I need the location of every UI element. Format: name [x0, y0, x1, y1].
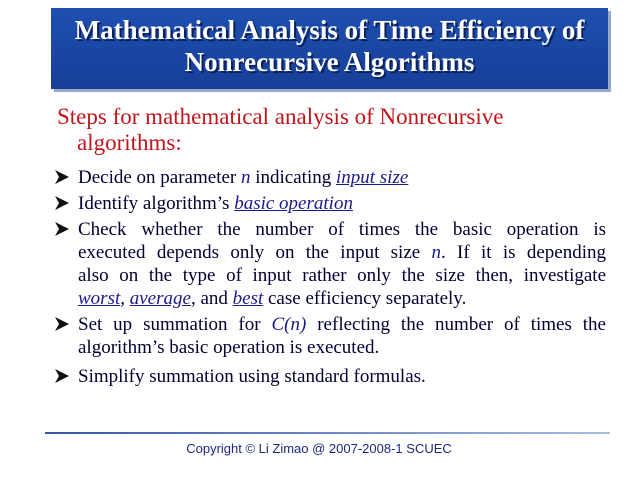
- item-line: [78, 313, 606, 336]
- arrow-bullet-icon: [54, 316, 70, 332]
- item-text: indicating: [250, 167, 336, 188]
- list-item: [54, 313, 606, 359]
- arrow-bullet-icon: [54, 195, 70, 211]
- basic-operation-link[interactable]: basic operation: [234, 193, 353, 214]
- item-text: . If it is depending: [441, 242, 607, 263]
- item-text: Set up summation for: [78, 314, 272, 335]
- item-line: [78, 287, 606, 310]
- item-text: , and: [190, 288, 233, 309]
- item-text: reflecting the number of times the: [306, 314, 606, 335]
- item-text: executed depends only on the input size: [78, 242, 432, 263]
- slide-title: [51, 14, 608, 78]
- item-variable: C(n): [271, 314, 307, 335]
- steps-list: [54, 166, 606, 391]
- worst-link[interactable]: worst: [78, 288, 121, 309]
- item-text: case efficiency separately.: [263, 288, 467, 309]
- footer-divider: [45, 432, 610, 434]
- footer-copyright: Copyright © Li Zimao @ 2007-2008-1 SCUEC: [186, 441, 452, 456]
- title-line-1: Mathematical Analysis of Time Efficiency of: [74, 15, 585, 45]
- arrow-bullet-icon: [54, 368, 70, 384]
- arrow-bullet-icon: [54, 221, 70, 237]
- intro-line-1: Steps for mathematical analysis of Nonrecursive: [57, 104, 504, 129]
- item-line: also on the type of input rather only the size then, investigate: [78, 265, 606, 286]
- item-text: Simplify summation using standard formulas.: [78, 366, 426, 387]
- list-item: [54, 192, 606, 215]
- item-text: ,: [120, 288, 130, 309]
- item-text: Decide on parameter: [78, 167, 241, 188]
- list-item: [54, 365, 606, 388]
- intro-line-2: algorithms:: [77, 130, 182, 155]
- intro-text: [57, 104, 577, 156]
- list-item: [54, 218, 606, 310]
- arrow-bullet-icon: [54, 169, 70, 185]
- item-line: algorithm’s basic operation is executed.: [78, 337, 380, 358]
- item-variable: n: [431, 242, 441, 263]
- input-size-link[interactable]: input size: [335, 167, 409, 188]
- item-text: Identify algorithm’s: [78, 193, 235, 214]
- average-link[interactable]: average: [129, 288, 191, 309]
- item-line: [78, 241, 606, 264]
- list-item: [54, 166, 606, 189]
- item-line: Check whether the number of times the basic operation is: [78, 219, 606, 240]
- best-link[interactable]: best: [232, 288, 264, 309]
- item-variable: n: [241, 167, 251, 188]
- title-line-2: Nonrecursive Algorithms: [184, 47, 475, 77]
